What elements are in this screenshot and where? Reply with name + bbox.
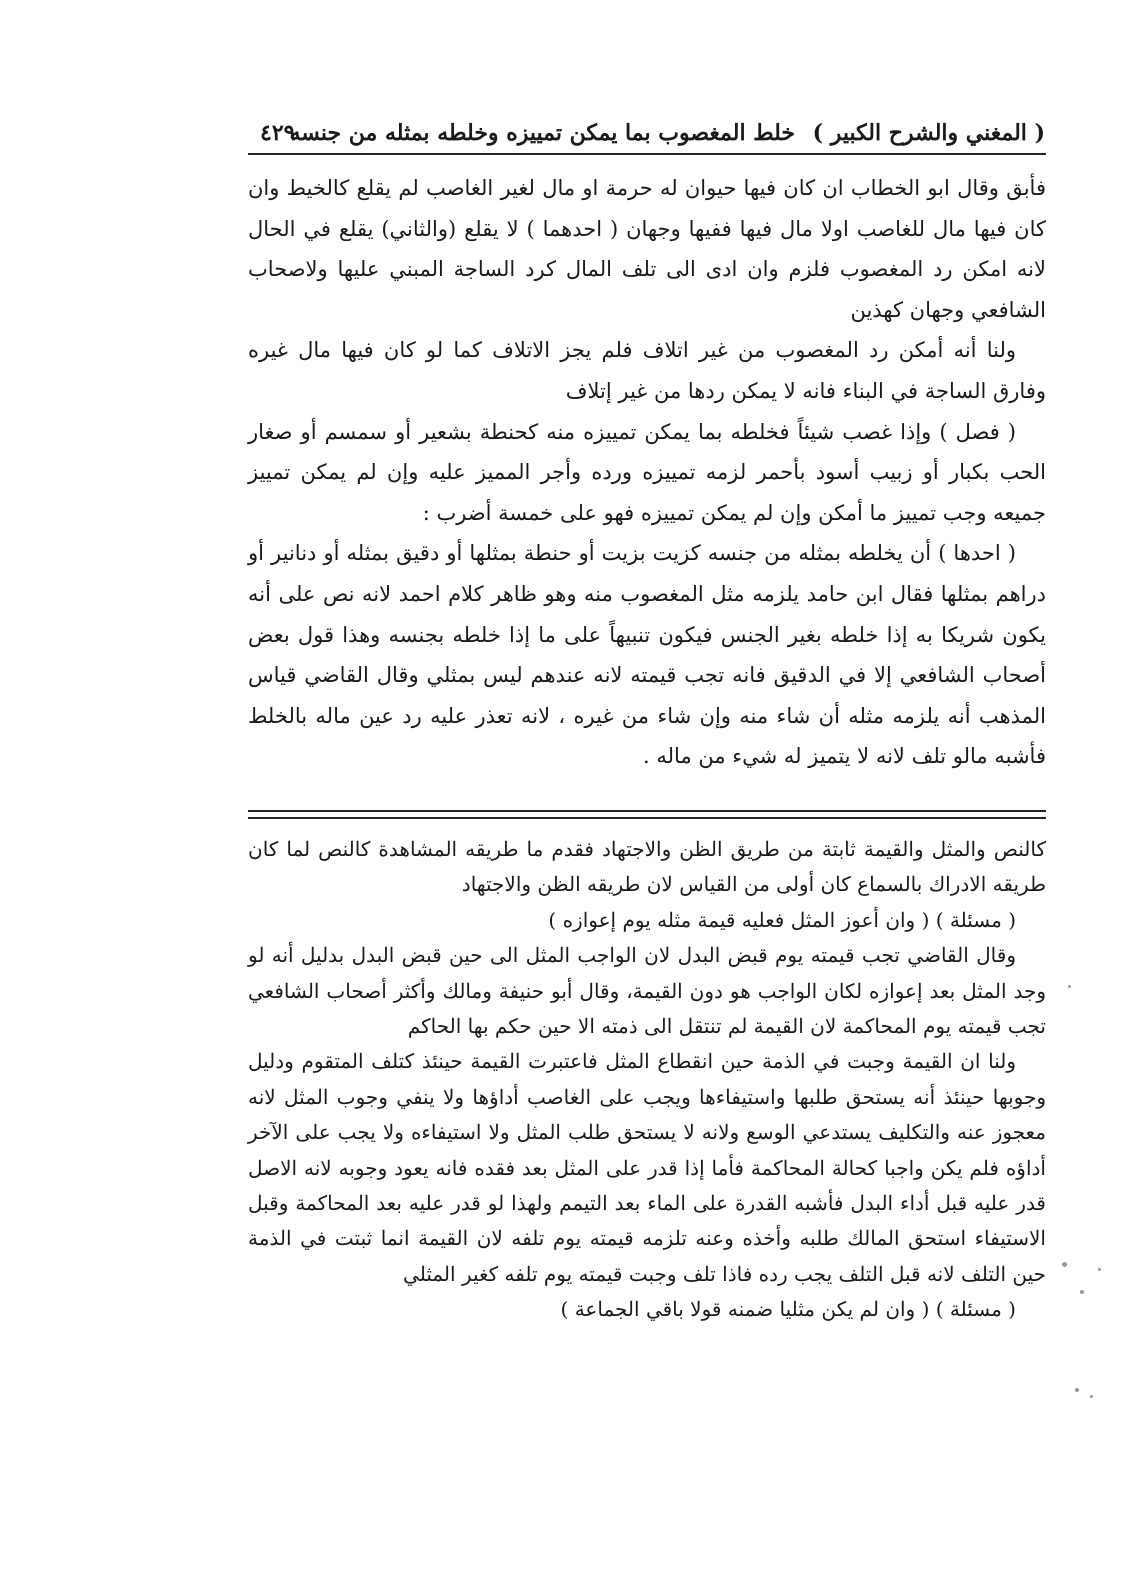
masala-heading: ( مسئلة ) ( وان أعوز المثل فعليه قيمة مثله يوم إعوازه ) (548, 907, 1016, 932)
book-title: ( المغني والشرح الكبير ) (812, 120, 1045, 146)
separator-rule-bottom (248, 817, 1046, 819)
scan-speck (1068, 985, 1071, 988)
header-rule (248, 153, 1046, 155)
scan-speck (1062, 1262, 1067, 1267)
commentary-paragraph: ولنا ان القيمة وجبت في الذمة حين انقطاع المثل فاعتبرت القيمة حينئذ كتلف المتقوم ودليل وجوبها حينئذ أنه يستحق طلبها واستيفاءها ويجب على الغاصب أداؤها ولا ينفي وجوب المثل لانه معجوز عنه والتكليف يستدعي الوسع ولانه لا يستحق طلب المثل ولا استيفاءه ولا يجب على الآخر أداؤه فلم يكن واجبا كحالة المحاكمة فأما إذا قدر على المثل بعد فقده فانه يعود وجوبه لانه الاصل قدر عليه قبل أداء البدل فأشبه القدرة على الماء بعد التيمم ولهذا لو قدر عليه بعد المحاكمة وقبل الاستيفاء استحق المالك طلبه وأخذه وعنه تلزمه قيمته يوم تلفه لان القيمة انما ثبتت في الذمة حين التلف لانه قبل التلف يجب رده فاذا تلف وجبت قيمته يوم تلفه كغير المثلي (248, 1049, 1046, 1286)
main-paragraph: ( فصل ) وإذا غصب شيئاً فخلطه بما يمكن تمييزه منه كحنطة بشعير أو سمسم أو صغار الحب بكبار أو زبيب أسود بأحمر لزمه تمييزه ورده وأجر المميز عليه وإن لم يمكن تمييز جميعه وجب تمييز ما أمكن وإن لم يمكن تمييزه فهو على خمسة أضرب : (248, 419, 1046, 525)
scan-speck (1090, 1395, 1093, 1398)
commentary-paragraph: وقال القاضي تجب قيمته يوم قبض البدل لان الواجب المثل الى حين قبض البدل بدليل أنه لو وجد المثل بعد إعوازه لكان الواجب هو دون القيمة، وقال أبو حنيفة ومالك وأكثر أصحاب الشافعي تجب قيمته يوم المحاكمة لان القيمة لم تنتقل الى ذمته الا حين حكم بها الحاكم (248, 943, 1046, 1039)
scan-speck (1098, 1268, 1101, 1271)
scan-speck (1075, 1388, 1079, 1392)
main-paragraph: ولنا أنه أمكن رد المغصوب من غير اتلاف فلم يجز الاتلاف كما لو كان فيها مال غيره وفارق الساجة في البناء فانه لا يمكن ردها من غير إتلاف (248, 338, 1046, 403)
commentary-paragraph: كالنص والمثل والقيمة ثابتة من طريق الظن والاجتهاد فقدم ما طريقه المشاهدة كالنص لما كان طريقه الادراك بالسماع كان أولى من القياس لان طريقه الظن والاجتهاد (248, 837, 1046, 897)
running-header (250, 112, 1045, 152)
scan-speck (1080, 1290, 1084, 1294)
commentary-text (248, 832, 1046, 1328)
masala-heading: ( مسئلة ) ( وان لم يكن مثليا ضمنه قولا باقي الجماعة ) (560, 1297, 1016, 1322)
chapter-title: خلط المغصوب بما يمكن تمييزه وخلطه بمثله من جنسه (289, 120, 795, 146)
separator-rule-top (248, 810, 1046, 812)
main-text (248, 168, 1046, 777)
main-paragraph: فأبق وقال ابو الخطاب ان كان فيها حيوان له حرمة او مال لغير الغاصب لم يقلع كالخيط وان كان فيها مال للغاصب اولا مال فيها ففيها وجهان ( احدهما ) لا يقلع (والثاني) يقلع في الحال لانه امكن رد المغصوب فلزم وان ادى الى تلف المال كرد الساجة المبني عليها ولاصحاب الشافعي وجهان كهذين (248, 176, 1046, 322)
main-paragraph: ( احدها ) أن يخلطه بمثله من جنسه كزيت بزيت أو حنطة بمثلها أو دقيق بمثله أو دنانير أو دراهم بمثلها فقال ابن حامد يلزمه مثل المغصوب منه وهو ظاهر كلام احمد لانه نص على أنه يكون شريكا به إذا خلطه بغير الجنس فيكون تنبيهاً على ما إذا خلطه بجنسه وهذا قول بعض أصحاب الشافعي إلا في الدقيق فانه تجب قيمته لانه عندهم ليس بمثلي وقال القاضي قياس المذهب أنه يلزمه مثله أن شاء منه وإن شاء من غيره ، لانه تعذر عليه رد عين ماله بالخلط فأشبه مالو تلف لانه لا يتميز له شيء من ماله . (248, 541, 1046, 769)
page-number: ٤٢٩ (260, 120, 296, 146)
